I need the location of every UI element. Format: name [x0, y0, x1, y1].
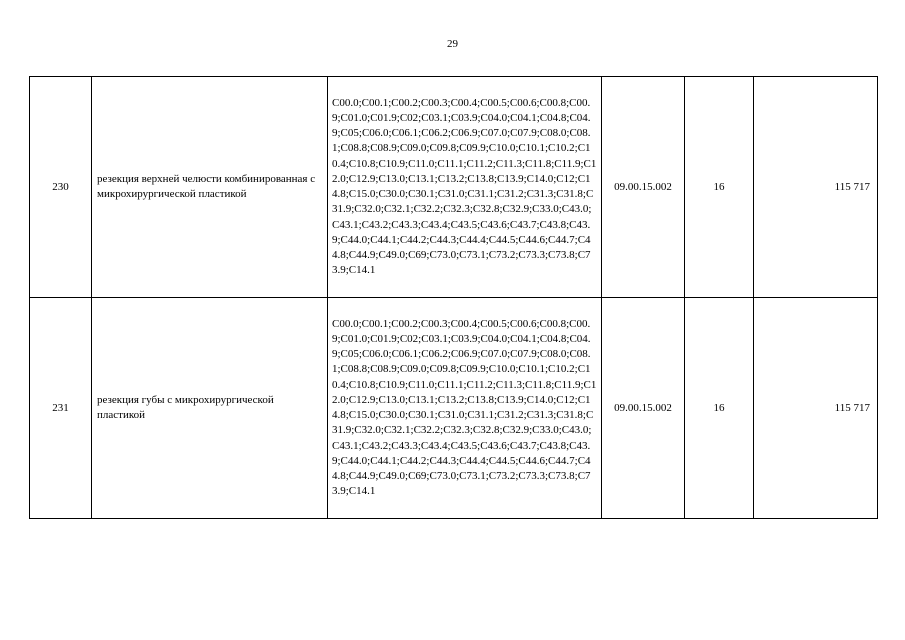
price: 115 717	[754, 298, 878, 519]
price: 115 717	[754, 77, 878, 298]
procedure-name: резекция верхней челюсти комбинированная с микрохирургической пластикой	[92, 77, 328, 298]
diagnosis-codes: C00.0;C00.1;C00.2;C00.3;C00.4;C00.5;C00.6;C00.8;C00.9;C01.0;C01.9;C02;C03.1;C03.9;C04.0;C04.1;C04.8;C04.9;C05;C06.0;C06.1;C06.2;C06.9;C07.0;C07.9;C08.0;C08.1;C08.8;C08.9;C09.0;C09.8;C09.9;C10.0;C10.1;C10.2;C10.4;C10.8;C10.9;C11.0;C11.1;C11.2;C11.3;C11.8;C11.9;C12.0;C12.9;C13.0;C13.1;C13.2;C13.8;C13.9;C14.0;C12;C14.8;C15.0;C30.0;C30.1;C31.0;C31.1;C31.2;C31.3;C31.8;C31.9;C32.0;C32.1;C32.2;C32.3;C32.8;C32.9;C33.0;C43.0;C43.1;C43.2;C43.3;C43.4;C43.5;C43.6;C43.7;C43.8;C43.9;C44.0;C44.1;C44.2;C44.3;C44.4;C44.5;C44.6;C44.7;C44.8;C44.9;C49.0;C69;C73.0;C73.1;C73.2;C73.3;C73.8;C73.9;C14.1	[328, 77, 602, 298]
coefficient: 16	[685, 77, 754, 298]
row-number: 231	[30, 298, 92, 519]
page-number: 29	[447, 38, 458, 50]
table-row	[30, 77, 878, 298]
procedures-table	[29, 76, 878, 519]
group-code: 09.00.15.002	[602, 298, 685, 519]
coefficient: 16	[685, 298, 754, 519]
diagnosis-codes: C00.0;C00.1;C00.2;C00.3;C00.4;C00.5;C00.6;C00.8;C00.9;C01.0;C01.9;C02;C03.1;C03.9;C04.0;C04.1;C04.8;C04.9;C05;C06.0;C06.1;C06.2;C06.9;C07.0;C07.9;C08.0;C08.1;C08.8;C08.9;C09.0;C09.8;C09.9;C10.0;C10.1;C10.2;C10.4;C10.8;C10.9;C11.0;C11.1;C11.2;C11.3;C11.8;C11.9;C12.0;C12.9;C13.0;C13.1;C13.2;C13.8;C13.9;C14.0;C12;C14.8;C15.0;C30.0;C30.1;C31.0;C31.1;C31.2;C31.3;C31.8;C31.9;C32.0;C32.1;C32.2;C32.3;C32.8;C32.9;C33.0;C43.0;C43.1;C43.2;C43.3;C43.4;C43.5;C43.6;C43.7;C43.8;C43.9;C44.0;C44.1;C44.2;C44.3;C44.4;C44.5;C44.6;C44.7;C44.8;C44.9;C49.0;C69;C73.0;C73.1;C73.2;C73.3;C73.8;C73.9;C14.1	[328, 298, 602, 519]
procedure-name: резекция губы с микрохирургической пластикой	[92, 298, 328, 519]
row-number: 230	[30, 77, 92, 298]
group-code: 09.00.15.002	[602, 77, 685, 298]
table-row	[30, 298, 878, 519]
